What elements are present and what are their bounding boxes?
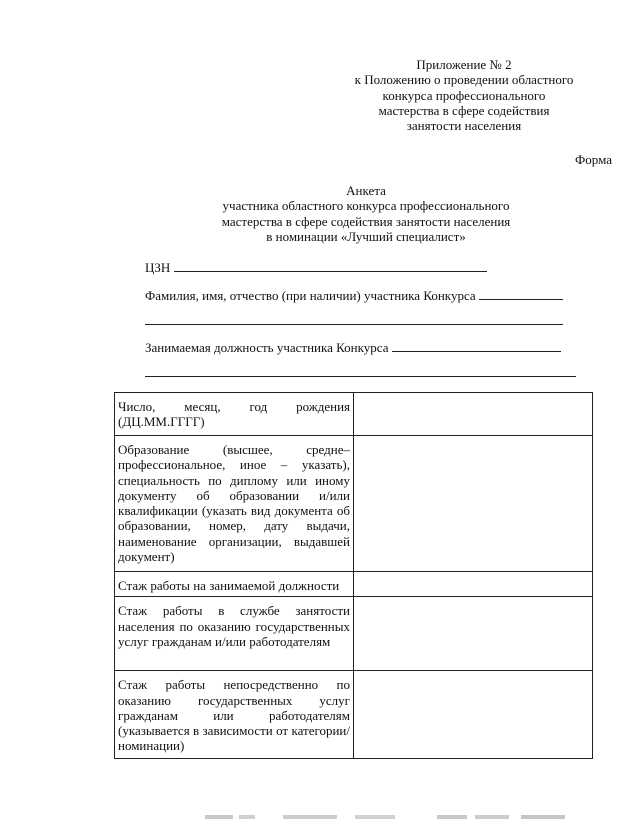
appendix-header [330, 57, 598, 133]
position-input-line-continued[interactable] [145, 376, 576, 377]
table-row [115, 436, 593, 572]
czn-input-line[interactable] [174, 259, 487, 272]
title-line: мастерства в сфере содействия занятости населения [221, 213, 511, 229]
czn-field [145, 259, 487, 275]
position-label: Занимаемая должность участника Конкурса [145, 340, 389, 355]
title-line: в номинации «Лучший специалист» [266, 228, 466, 244]
title-line: участника областного конкурса профессионального [222, 198, 510, 214]
table-row [115, 597, 593, 671]
row-label: Стаж работы в службе занятости населения по оказанию государственных услуг гражданам и/или работодателям [115, 597, 354, 671]
bleed-through-marks [205, 812, 585, 822]
position-field [145, 339, 561, 355]
fio-field [145, 287, 563, 303]
appendix-line: Приложение № 2 [416, 57, 512, 72]
row-value-cell[interactable] [354, 597, 593, 671]
row-value-cell[interactable] [354, 436, 593, 572]
appendix-line: конкурса профессионального [382, 87, 546, 103]
form-label: Форма [575, 152, 612, 167]
document-title [150, 183, 582, 244]
row-value-cell[interactable] [354, 393, 593, 436]
table-row [115, 671, 593, 759]
table-row [115, 393, 593, 436]
bleed-through-text [205, 812, 585, 822]
row-value-cell[interactable] [354, 671, 593, 759]
questionnaire-table [114, 392, 593, 759]
position-input-line[interactable] [392, 339, 561, 352]
row-label: Стаж работы на занимаемой должности [115, 572, 354, 597]
fio-input-line[interactable] [479, 287, 563, 300]
appendix-line: к Положению о проведении областного [354, 72, 574, 88]
title-line: Анкета [346, 183, 386, 198]
table-row [115, 572, 593, 597]
row-value-cell[interactable] [354, 572, 593, 597]
row-label: Стаж работы непосредственно по оказанию государственных услуг гражданам или работодателям (указывается в зависимости от категории/номинации) [115, 671, 354, 759]
fio-label: Фамилия, имя, отчество (при наличии) участника Конкурса [145, 288, 476, 303]
czn-label: ЦЗН [145, 260, 171, 275]
appendix-line: занятости населения [406, 118, 522, 134]
row-label: Образование (высшее, средне–профессиональное, иное – указать), специальность по диплому или иному документу об образовании и/или квалификации (указать вид документа об образовании, номер, дату выдачи, наименование организации, выдавшей документ) [115, 436, 354, 572]
row-label: Число, месяц, год рождения (ДЦ.ММ.ГГГГ) [115, 393, 354, 436]
appendix-line: мастерства в сфере содействия [378, 102, 550, 118]
fio-input-line-continued[interactable] [145, 324, 563, 325]
